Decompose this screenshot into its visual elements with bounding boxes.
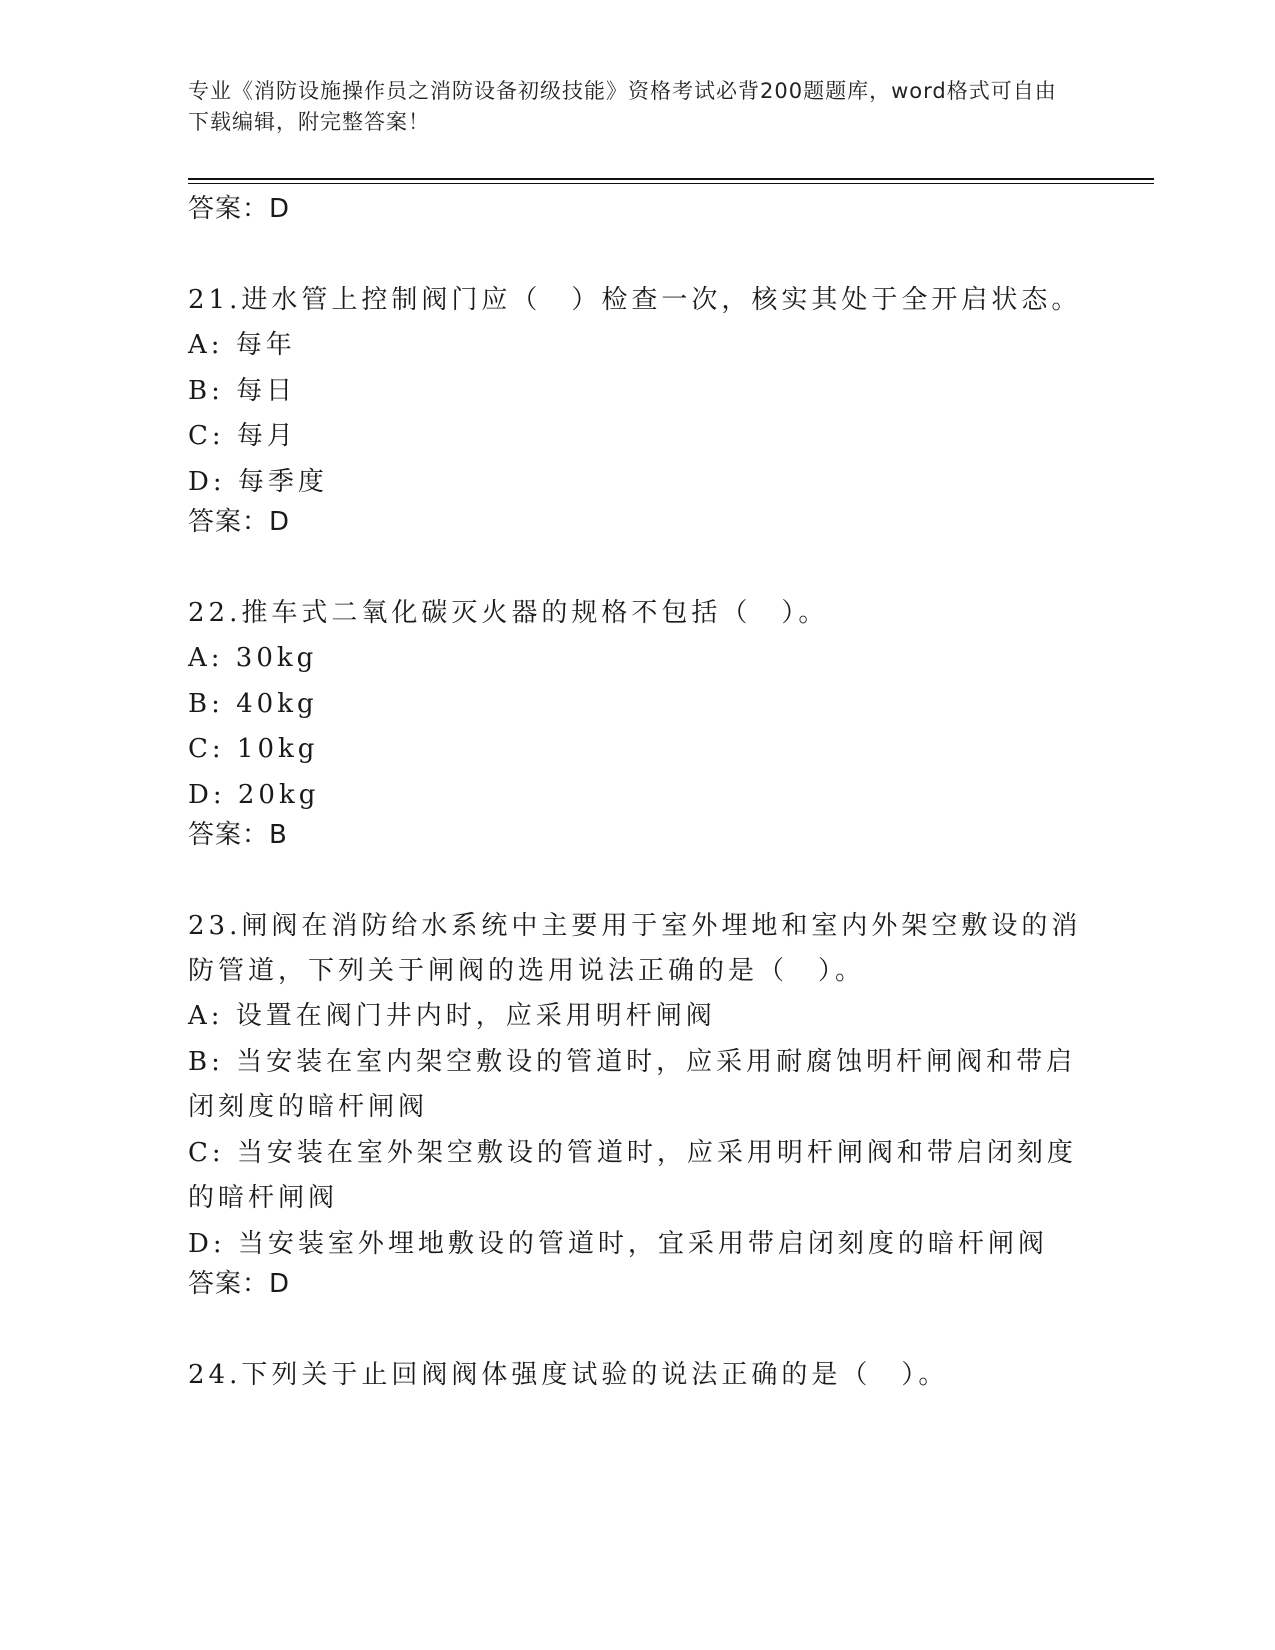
option-b: B: 当安装在室内架空敷设的管道时，应采用耐腐蚀明杆闸阀和带启闭刻度的暗杆闸阀 — [188, 1046, 1077, 1122]
question-stem: 24.下列关于止回阀阀体强度试验的说法正确的是（ ）。 — [188, 1360, 949, 1390]
option-b: B: 每日 — [188, 375, 297, 406]
answer-line: 答案：B — [188, 820, 288, 850]
question-stem: 22.推车式二氧化碳灭火器的规格不包括（ ）。 — [188, 598, 829, 628]
header-divider-thin — [188, 183, 1154, 184]
answer-line: 答案：D — [188, 1269, 291, 1299]
answer-line: 答案：D — [188, 507, 291, 537]
document-header: 专业《消防设施操作员之消防设备初级技能》资格考试必背200题题库，word格式可自由下载编辑，附完整答案！ — [188, 79, 1057, 134]
option-a: A: 30kg — [188, 643, 318, 673]
option-c: C: 10kg — [188, 734, 319, 764]
question-stem: 23.闸阀在消防给水系统中主要用于室外埋地和室内外架空敷设的消防管道，下列关于闸阀的选用说法正确的是（ ）。 — [188, 911, 1082, 986]
option-a: A: 每年 — [188, 330, 296, 360]
question-stem: 21.进水管上控制阀门应（ ）检查一次，核实其处于全开启状态。 — [188, 285, 1082, 315]
option-a: A: 设置在阀门井内时，应采用明杆闸阀 — [188, 1001, 716, 1031]
header-divider — [188, 178, 1154, 180]
question-block — [188, 278, 1088, 539]
answer-line: 答案：D — [188, 194, 291, 224]
option-c: C: 每月 — [188, 421, 297, 451]
option-d: D: 20kg — [188, 779, 320, 810]
question-list — [188, 190, 1088, 1398]
question-block — [188, 904, 1088, 1301]
question-block — [188, 1353, 1088, 1398]
option-d: D: 当安装室外埋地敷设的管道时，宜采用带启闭刻度的暗杆闸阀 — [188, 1228, 1048, 1259]
option-c: C: 当安装在室外架空敷设的管道时，应采用明杆闸阀和带启闭刻度的暗杆闸阀 — [188, 1137, 1077, 1213]
option-d: D: 每季度 — [188, 466, 328, 497]
option-b: B: 40kg — [188, 688, 318, 719]
question-block — [188, 591, 1088, 852]
